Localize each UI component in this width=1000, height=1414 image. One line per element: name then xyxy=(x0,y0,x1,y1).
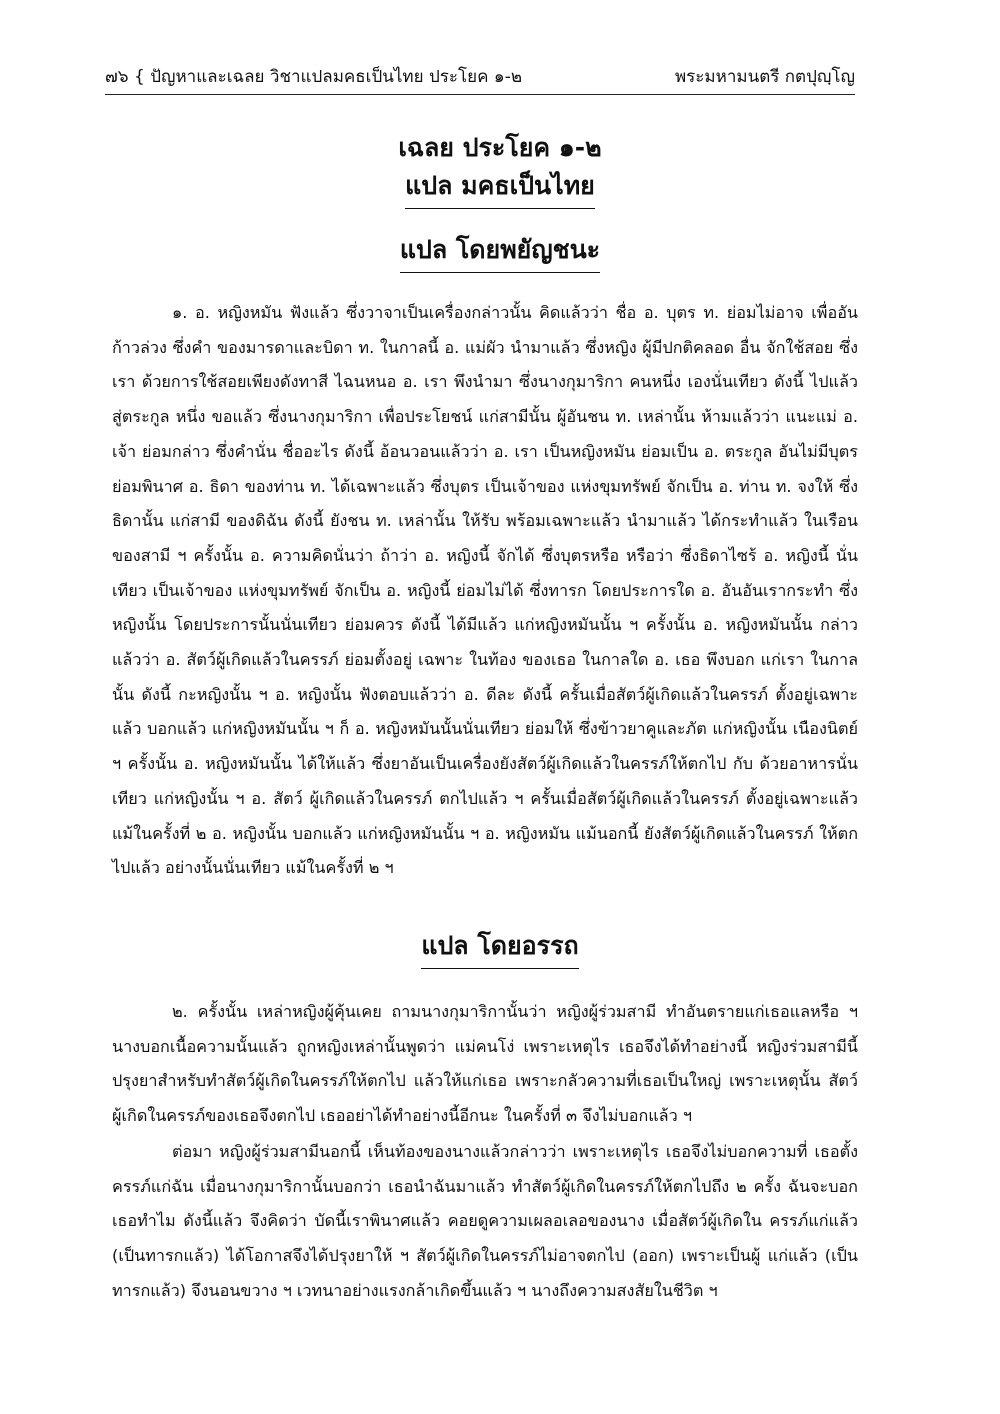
subtitle-text: แปล มคธเป็นไทย xyxy=(405,168,595,209)
section-heading-meaning-text: แปล โดยอรรถ xyxy=(421,928,578,969)
paragraph-meaning-translation-2: ต่อมา หญิงผู้ร่วมสามีนอกนี้ เห็นท้องของนางแล้วกล่าวว่า เพราะเหตุไร เธอจึงไม่บอกความที่ เธอตั้งครรภ์แก่ฉัน เมื่อนางกุมาริกานั้นบอกว่า เธอนำฉันมาแล้ว ทำสัตว์ผู้เกิดในครรภ์ให้ตกไปถึง ๒ ครั้ง ฉันจะบอกเธอทำไม ดังนี้แล้ว จึงคิดว่า บัดนี้เราพินาศแล้ว คอยดูความเผลอเลอของนาง เมื่อสัตว์ผู้เกิดใน ครรภ์แก่แล้ว (เป็นทารกแล้ว) ได้โอกาสจึงได้ปรุงยาให้ ฯ สัตว์ผู้เกิดในครรภ์ไม่อาจตกไป (ออก) เพราะเป็นผู้ แก่แล้ว (เป็นทารกแล้ว) จึงนอนขวาง ฯ เวทนาอย่างแรงกล้าเกิดขึ้นแล้ว ฯ นางถึงความสงสัยในชีวิต ฯ xyxy=(112,1142,858,1300)
running-header xyxy=(105,64,855,95)
paragraph-literal-translation: ๑. อ. หญิงหมัน ฟังแล้ว ซึ่งวาจาเป็นเครื่องกล่าวนั้น คิดแล้วว่า ชื่อ อ. บุตร ท. ย่อมไม่อาจ เพื่ออันก้าวล่วง ซึ่งคำ ของมารดาและบิดา ท. ในกาลนี้ อ. แม่ผัว นำมาแล้ว ซึ่งหญิง ผู้มีปกติคลอด อื่น จักใช้สอย ซึ่งเรา ด้วยการใช้สอยเพียงดังทาสี ไฉนหนอ อ. เรา พึงนำมา ซึ่งนางกุมาริกา คนหนึ่ง เองนั่นเทียว ดังนี้ ไปแล้ว สู่ตระกูล หนึ่ง ขอแล้ว ซึ่งนางกุมาริกา เพื่อประโยชน์ แก่สามีนั้น ผู้อันชน ท. เหล่านั้น ห้ามแล้วว่า แนะแม่ อ. เจ้า ย่อมกล่าว ซึ่งคำนั่น ชื่ออะไร ดังนี้ อ้อนวอนแล้วว่า อ. เรา เป็นหญิงหมัน ย่อมเป็น อ. ตระกูล อันไม่มีบุตร ย่อมพินาศ อ. ธิดา ของท่าน ท. ได้เฉพาะแล้ว ซึ่งบุตร เป็นเจ้าของ แห่งขุมทรัพย์ จักเป็น อ. ท่าน ท. จงให้ ซึ่งธิดานั้น แก่สามี ของดิฉัน ดังนี้ ยังชน ท. เหล่านั้น ให้รับ พร้อมเฉพาะแล้ว นำมาแล้ว ได้กระทำแล้ว ในเรือน ของสามี ฯ ครั้งนั้น อ. ความคิดนั่นว่า ถ้าว่า อ. หญิงนี้ จักได้ ซึ่งบุตรหรือ หรือว่า ซึ่งธิดาไซร้ อ. หญิงนี้ นั่นเทียว เป็นเจ้าของ แห่งขุมทรัพย์ จักเป็น อ. หญิงนี้ ย่อมไม่ได้ ซึ่งทารก โดยประการใด อ. อันอันเรากระทำ ซึ่งหญิงนั้น โดยประการนั้นนั่นเทียว ย่อมควร ดังนี้ ได้มีแล้ว แก่หญิงหมันนั้น ฯ ครั้งนั้น อ. หญิงหมันนั้น กล่าวแล้วว่า อ. สัตว์ผู้เกิดแล้วในครรภ์ ย่อมตั้งอยู่ เฉพาะ ในท้อง ของเธอ ในกาลใด อ. เธอ พึงบอก แก่เรา ในกาลนั้น ดังนี้ กะหญิงนั้น ฯ อ. หญิงนั้น ฟังตอบแล้วว่า อ. ดีละ ดังนี้ ครั้นเมื่อสัตว์ผู้เกิดแล้วในครรภ์ ตั้งอยู่เฉพาะแล้ว บอกแล้ว แก่หญิงหมันนั้น ฯ ก็ อ. หญิงหมันนั้นนั่นเทียว ย่อมให้ ซึ่งข้าวยาคูและภัต แก่หญิงนั้น เนืองนิตย์ ฯ ครั้งนั้น อ. หญิงหมันนั้น ได้ให้แล้ว ซึ่งยาอันเป็นเครื่องยังสัตว์ผู้เกิดแล้วในครรภ์ให้ตกไป กับ ด้วยอาหารนั่นเทียว แก่หญิงนั้น ฯ อ. สัตว์ ผู้เกิดแล้วในครรภ์ ตกไปแล้ว ฯ ครั้นเมื่อสัตว์ผู้เกิดแล้วในครรภ์ ตั้งอยู่เฉพาะแล้ว แม้ในครั้งที่ ๒ อ. หญิงนั้น บอกแล้ว แก่หญิงหมันนั้น ฯ อ. หญิงหมัน แม้นอกนี้ ยังสัตว์ผู้เกิดแล้วในครรภ์ ให้ตกไปแล้ว อย่างนั้นนั่นเทียว แม้ในครั้งที่ ๒ ฯ xyxy=(112,303,859,878)
paragraph-meaning-translation-1: ๒. ครั้งนั้น เหล่าหญิงผู้คุ้นเคย ถามนางกุมาริกานั้นว่า หญิงผู้ร่วมสามี ทำอันตรายแก่เธอแลหรือ ฯ นางบอกเนื้อความนั้นแล้ว ถูกหญิงเหล่านั้นพูดว่า แม่คนโง่ เพราะเหตุไร เธอจึงได้ทำอย่างนี้ หญิงร่วมสามีนี้ ปรุงยาสำหรับทำสัตว์ผู้เกิดในครรภ์ให้ตกไป แล้วให้แก่เธอ เพราะกลัวความที่เธอเป็นใหญ่ เพราะเหตุนั้น สัตว์ ผู้เกิดในครรภ์ของเธอจึงตกไป เธออย่าได้ทำอย่างนี้อีกนะ ในครั้งที่ ๓ จึงไม่บอกแล้ว ฯ xyxy=(112,1002,858,1126)
header-left-text: ๗๖ { ปัญหาและเฉลย วิชาแปลมคธเป็นไทย ประโยค ๑-๒ xyxy=(105,67,523,87)
header-right-text: พระมหามนตรี กตปุญฺโญ xyxy=(674,67,855,87)
section-heading-literal-text: แปล โดยพยัญชนะ xyxy=(400,232,600,273)
section-heading-literal xyxy=(0,232,1000,273)
subtitle xyxy=(0,168,1000,209)
main-title xyxy=(0,130,1000,166)
main-title-text: เฉลย ประโยค ๑-๒ xyxy=(398,133,602,162)
section-heading-meaning xyxy=(0,928,1000,969)
